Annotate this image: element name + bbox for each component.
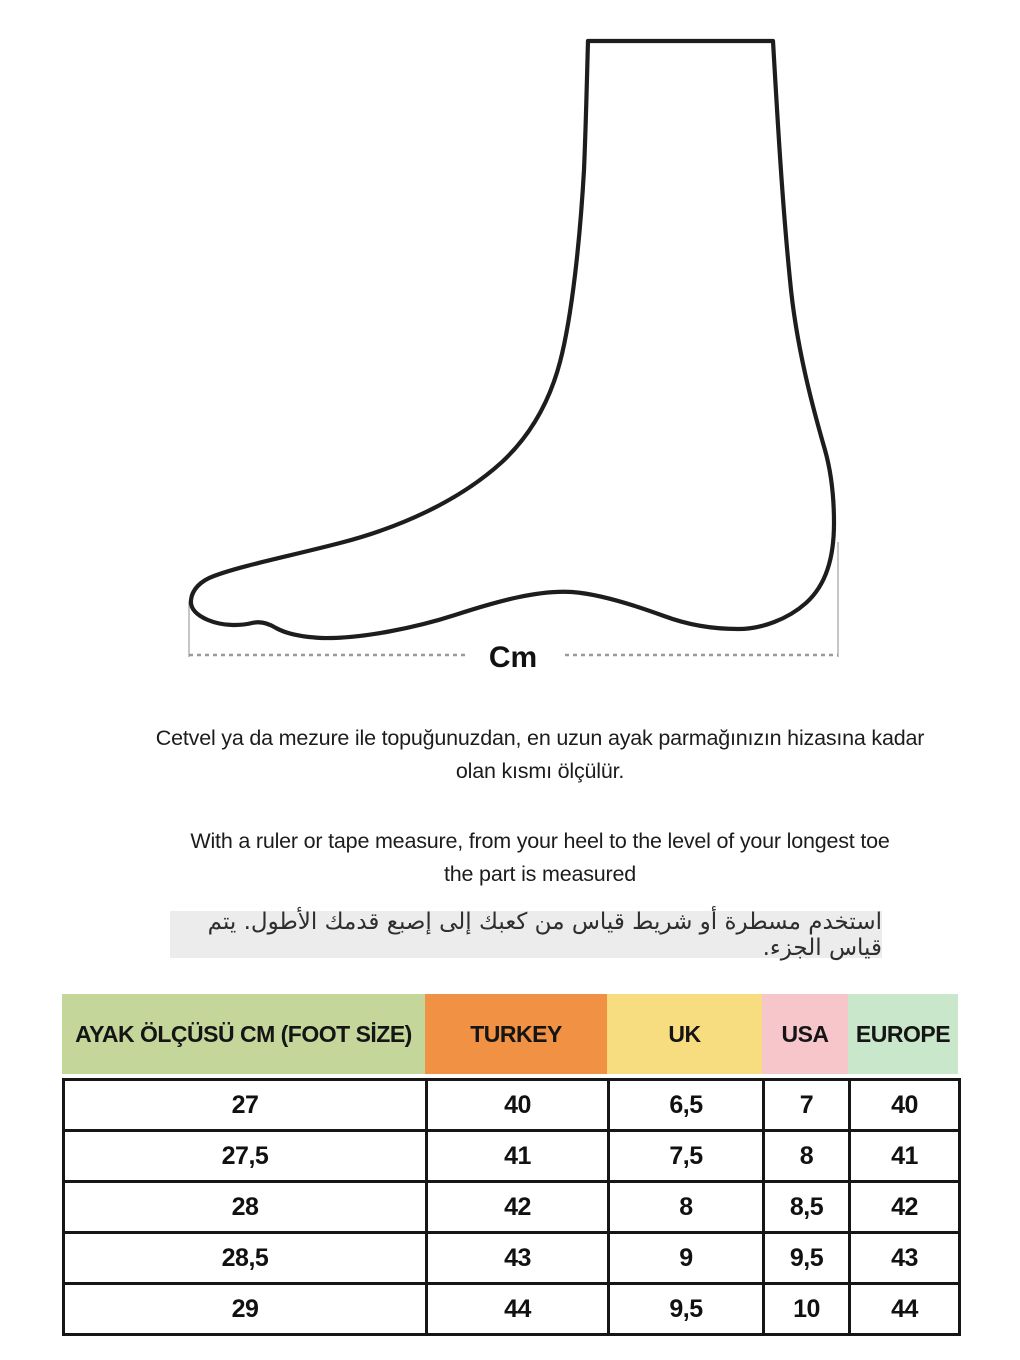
- column-header-uk: UK: [607, 994, 762, 1074]
- size-cell: 10: [764, 1284, 850, 1335]
- size-cell: 43: [427, 1233, 609, 1284]
- size-cell: 8,5: [764, 1182, 850, 1233]
- size-cell: 28,5: [64, 1233, 427, 1284]
- table-row: [64, 1080, 960, 1131]
- table-row: [64, 1233, 960, 1284]
- foot-outline: [191, 41, 834, 638]
- size-cell: 27,5: [64, 1131, 427, 1182]
- size-table-header: [62, 994, 958, 1074]
- size-cell: 40: [850, 1080, 960, 1131]
- size-conversion-table: [62, 1078, 961, 1336]
- instruction-english-line2: the part is measured: [444, 862, 636, 886]
- instruction-turkish-line2: olan kısmı ölçülür.: [455, 759, 625, 783]
- instruction-turkish-line1: Cetvel ya da mezure ile topuğunuzdan, en uzun ayak parmağınızın hizasına kadar: [155, 726, 925, 750]
- size-cell: 8: [609, 1182, 764, 1233]
- column-header-turkey: TURKEY: [425, 994, 607, 1074]
- size-cell: 27: [64, 1080, 427, 1131]
- size-cell: 43: [850, 1233, 960, 1284]
- size-cell: 8: [764, 1131, 850, 1182]
- size-cell: 9: [609, 1233, 764, 1284]
- instruction-arabic-text: استخدم مسطرة أو شريط قياس من كعبك إلى إصبع قدمك الأطول. يتم قياس الجزء.: [207, 908, 882, 961]
- size-cell: 42: [850, 1182, 960, 1233]
- table-row: [64, 1182, 960, 1233]
- column-header-europe: EUROPE: [848, 994, 958, 1074]
- size-cell: 41: [850, 1131, 960, 1182]
- size-cell: 28: [64, 1182, 427, 1233]
- size-cell: 9,5: [764, 1233, 850, 1284]
- size-cell: 7: [764, 1080, 850, 1131]
- size-cell: 9,5: [609, 1284, 764, 1335]
- column-header-foot-size: AYAK ÖLÇÜSÜ CM (FOOT SİZE): [62, 994, 425, 1074]
- size-cell: 7,5: [609, 1131, 764, 1182]
- size-cell: 40: [427, 1080, 609, 1131]
- instruction-english-line1: With a ruler or tape measure, from your heel to the level of your longest toe: [190, 829, 890, 853]
- size-cell: 42: [427, 1182, 609, 1233]
- size-cell: 29: [64, 1284, 427, 1335]
- instruction-arabic: [170, 908, 882, 961]
- column-header-usa: USA: [762, 994, 848, 1074]
- size-cell: 44: [850, 1284, 960, 1335]
- size-cell: 41: [427, 1131, 609, 1182]
- cm-measure-label: Cm: [465, 638, 561, 678]
- size-cell: 44: [427, 1284, 609, 1335]
- instruction-turkish: [60, 722, 1020, 788]
- table-row: [64, 1284, 960, 1335]
- size-cell: 6,5: [609, 1080, 764, 1131]
- table-row: [64, 1131, 960, 1182]
- instruction-english: [60, 825, 1020, 891]
